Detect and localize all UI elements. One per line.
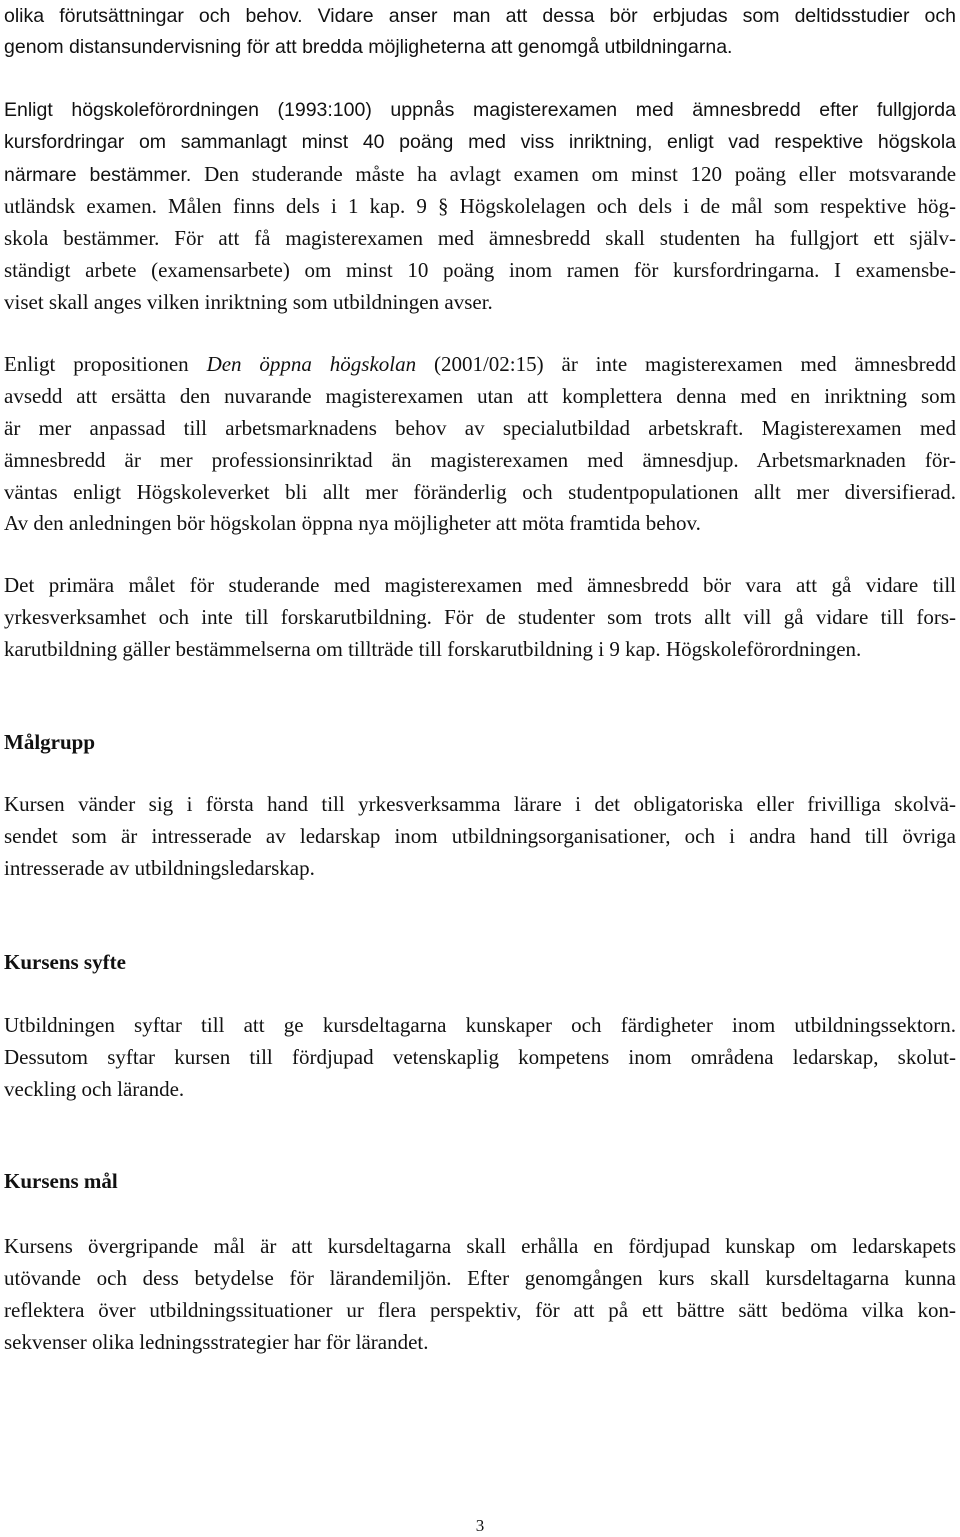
malgrupp-line-1: Kursen vänder sig i första hand till yrkesverksamma lärare i det obligatoriska eller frivilliga skolvä- [4, 792, 956, 816]
syfte-line-2: Dessutom syftar kursen till fördjupad vetenskaplig kompetens inom områdena ledarskap, skolut- [4, 1045, 956, 1069]
paragraph-3-line-1 [4, 348, 956, 380]
paragraph-3-line-6: Av den anledningen bör högskolan öppna nya möjligheter att möta framtida behov. [4, 511, 701, 535]
paragraph-1-line-2: genom distansundervisning för att bredda möjligheterna att genomgå utbildningarna. [4, 36, 733, 58]
section-heading-malgrupp: Målgrupp [4, 730, 96, 754]
paragraph-1-line-1: olika förutsättningar och behov. Vidare anser man att dessa bör erbjudas som deltidsstudier och [4, 5, 956, 27]
paragraph-3-line-1-start: Enligt propositionen [4, 352, 189, 376]
mal-line-2: utövande och dess betydelse för lärandemiljön. Efter genomgången kurs skall kursdeltagarna kunna [4, 1266, 956, 1290]
section-heading-kursens-mal: Kursens mål [4, 1169, 118, 1193]
publication-title: Den öppna högskolan [206, 352, 417, 376]
paragraph-2-line-2: kursfordringar om sammanlagt minst 40 poäng med viss inriktning, enligt vad respektive högskola [4, 131, 956, 153]
section-heading-kursens-syfte: Kursens syfte [4, 950, 126, 974]
paragraph-2-line-1: Enligt högskoleförordningen (1993:100) uppnås magisterexamen med ämnesbredd efter fullgjorda [4, 99, 956, 121]
paragraph-2-line-3-serif: Den studerande måste ha avlagt examen om minst 120 poäng eller motsvarande [204, 162, 957, 186]
paragraph-2-line-5: skola bestämmer. För att få magisterexamen med ämnesbredd skall studenten ha fullgjort ett själv- [4, 226, 956, 250]
paragraph-3-line-2: avsedd att ersätta den nuvarande magisterexamen utan att komplettera denna med en inriktning som [4, 384, 956, 408]
paragraph-2-line-3 [4, 158, 956, 191]
syfte-line-3: veckling och lärande. [4, 1077, 185, 1101]
paragraph-4-line-2: yrkesverksamhet och inte till forskarutbildning. För de studenter som trots allt vill gå vidare till fors- [4, 605, 956, 629]
mal-line-4: sekvenser olika ledningsstrategier har för lärandet. [4, 1330, 429, 1354]
paragraph-3-line-4: ämnesbredd är mer professionsinriktad än magisterexamen med ämnesdjup. Arbetsmarknaden för- [4, 448, 956, 472]
paragraph-2-line-6: ständigt arbete (examensarbete) om minst 10 poäng inom ramen för kursfordringarna. I examensbe- [4, 258, 956, 282]
mal-line-3: reflektera över utbildningssituationer ur flera perspektiv, för att på ett bättre sätt bedöma vilka kon- [4, 1298, 956, 1322]
paragraph-3-line-3: är mer anpassad till arbetsmarknadens behov av specialutbildad arbetskraft. Magisterexamen med [4, 416, 956, 440]
malgrupp-line-2: sendet som är intresserade av ledarskap inom utbildningsorganisationer, och i andra hand till övriga [4, 824, 956, 848]
paragraph-4-line-3: karutbildning gäller bestämmelserna om tillträde till forskarutbildning i 9 kap. Högskoleförordningen. [4, 637, 862, 661]
paragraph-2-line-3-sans: närmare bestämmer. [4, 164, 192, 186]
paragraph-3-line-1-end: (2001/02:15) är inte magisterexamen med ämnesbredd [433, 352, 956, 376]
mal-line-1: Kursens övergripande mål är att kursdeltagarna skall erhålla en fördjupad kunskap om ledarskapets [4, 1234, 956, 1258]
paragraph-2-line-7: viset skall anges vilken inriktning som utbildningen avser. [4, 290, 493, 314]
paragraph-4-line-1: Det primära målet för studerande med magisterexamen med ämnesbredd bör vara att gå vidare till [4, 573, 956, 597]
paragraph-2-line-4: utländsk examen. Målen finns dels i 1 kap. 9 § Högskolelagen och dels i de mål som respektive hög- [4, 194, 956, 218]
syfte-line-1: Utbildningen syftar till att ge kursdeltagarna kunskaper och färdigheter inom utbildningssektorn. [4, 1013, 956, 1037]
malgrupp-line-3: intresserade av utbildningsledarskap. [4, 856, 315, 880]
page-number: 3 [475, 1516, 485, 1535]
paragraph-3-line-5: väntas enligt Högskoleverket bli allt mer föränderlig och studentpopulationen allt mer diversifierad. [4, 480, 956, 504]
